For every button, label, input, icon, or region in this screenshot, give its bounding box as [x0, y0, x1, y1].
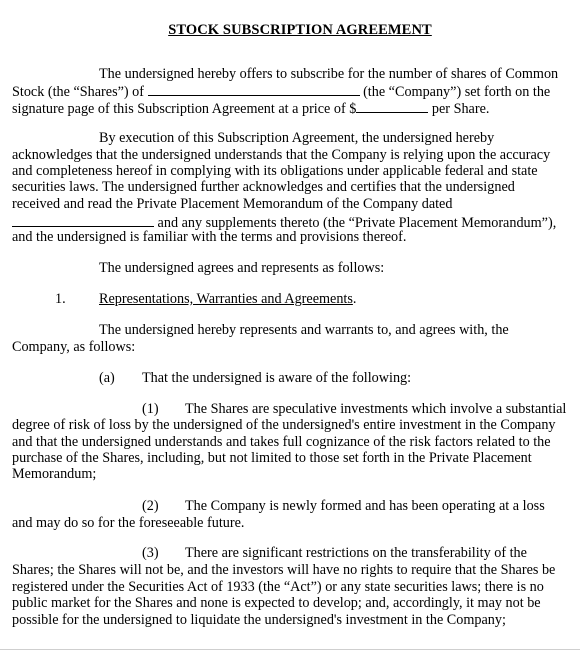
paragraph-4-line-1: The undersigned hereby represents and warrants to, and agrees with, the — [99, 322, 509, 338]
paragraph-2-line-4: securities laws. The undersigned further acknowledges and certifies that the undersigned — [12, 179, 515, 195]
sub-item-1-line-5: Memorandum; — [12, 466, 97, 482]
item-a-label: (a) — [99, 370, 115, 386]
document-title: STOCK SUBSCRIPTION AGREEMENT — [168, 22, 432, 38]
section-1-heading-period: . — [352, 291, 357, 307]
paragraph-1-line-3-end: per Share. — [431, 101, 490, 117]
sub-item-3-line-1: There are significant restrictions on the transferability of the — [185, 545, 527, 561]
sub-item-2-label: (2) — [142, 498, 159, 514]
company-name-blank[interactable] — [148, 82, 360, 96]
paragraph-2-line-7: and the undersigned is familiar with the terms and provisions thereof. — [12, 229, 407, 245]
price-per-share-blank[interactable] — [356, 99, 428, 113]
sub-item-3-line-2: Shares; the Shares will not be, and the investors will have no rights to require that the Shares be — [12, 562, 556, 578]
sub-item-3-line-4: public market for the Shares and none is expected to develop; and, accordingly, it may not be — [12, 595, 541, 611]
section-1-heading — [99, 291, 356, 307]
paragraph-1-line-3-start: signature page of this Subscription Agreement at a price of $ — [12, 101, 357, 117]
sub-item-3-label: (3) — [142, 545, 159, 561]
paragraph-2-line-5: received and read the Private Placement Memorandum of the Company dated — [12, 196, 453, 212]
sub-item-1-line-1: The Shares are speculative investments which involve a substantial — [185, 401, 567, 417]
paragraph-1-line-1: The undersigned hereby offers to subscribe for the number of shares of Common — [99, 66, 559, 82]
sub-item-1-line-4: purchase of the Shares, including, but not limited to those set forth in the Private Placement — [12, 450, 532, 466]
sub-item-1-label: (1) — [142, 401, 159, 417]
memorandum-date-blank[interactable] — [12, 213, 154, 227]
section-1-number: 1. — [55, 291, 66, 307]
section-1-heading-text: Representations, Warranties and Agreements — [99, 291, 353, 307]
paragraph-2-line-6-text: and any supplements thereto (the “Private Placement Memorandum”), — [157, 215, 557, 231]
sub-item-1-line-2: degree of risk of loss by the undersigned of the undersigned's entire investment in the Company — [12, 417, 556, 433]
paragraph-2-line-1: By execution of this Subscription Agreement, the undersigned hereby — [99, 130, 495, 146]
paragraph-1-line-2-start: Stock (the “Shares”) of — [12, 84, 144, 100]
paragraph-2-line-3: and completeness hereof in complying with its obligations under applicable federal and state — [12, 163, 538, 179]
paragraph-1-line-2 — [12, 82, 550, 100]
paragraph-2-line-2: acknowledges that the undersigned understands that the Company is relying upon the accuracy — [12, 147, 551, 163]
paragraph-4-line-2: Company, as follows: — [12, 339, 136, 355]
sub-item-3-line-3: registered under the Securities Act of 1933 (the “Act”) or any state securities laws; there is no — [12, 579, 544, 595]
sub-item-2-line-2: and may do so for the foreseeable future. — [12, 515, 245, 531]
paragraph-1-line-2-end: (the “Company”) set forth on the — [363, 84, 551, 100]
sub-item-3-line-5: possible for the undersigned to liquidate the undersigned's investment in the Company; — [12, 612, 506, 628]
sub-item-2-line-1: The Company is newly formed and has been operating at a loss — [185, 498, 545, 514]
paragraph-3: The undersigned agrees and represents as follows: — [99, 260, 385, 276]
sub-item-1-line-3: and that the undersigned understands and takes full cognizance of the risk factors related to the — [12, 434, 551, 450]
item-a-text: That the undersigned is aware of the following: — [142, 370, 412, 386]
paragraph-1-line-3 — [12, 99, 489, 117]
